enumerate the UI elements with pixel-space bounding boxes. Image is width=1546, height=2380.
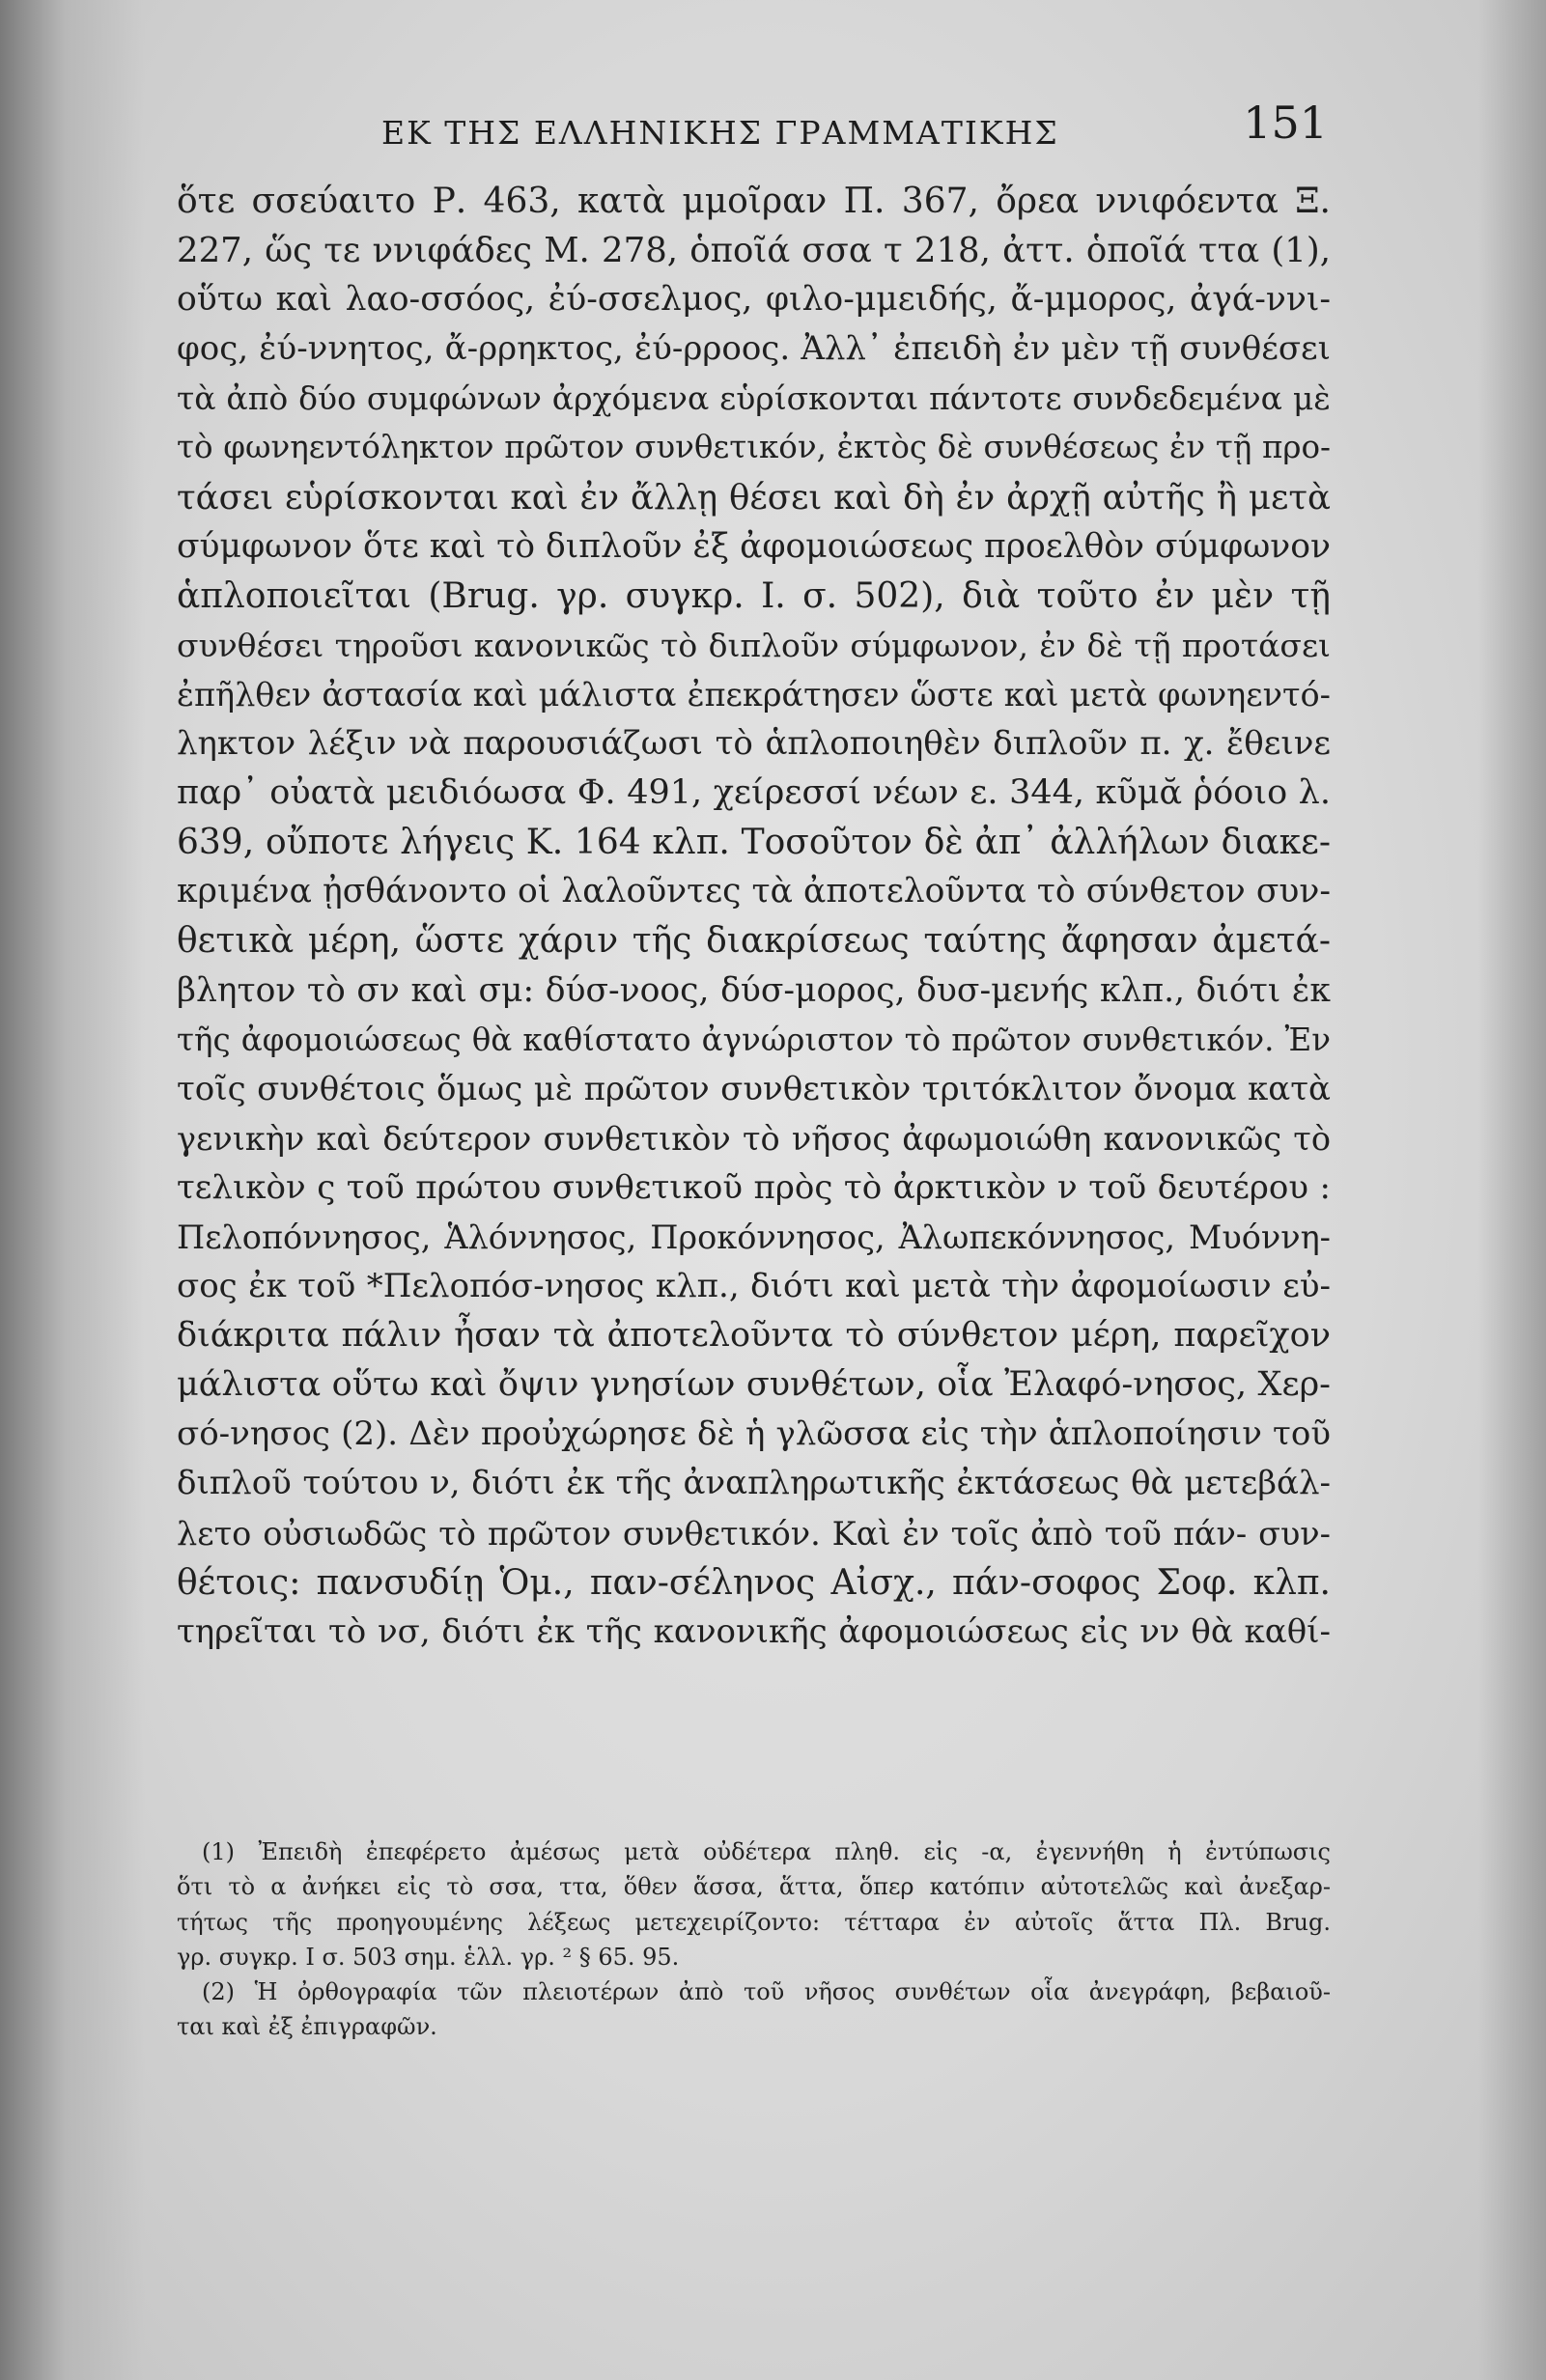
text-line: διπλοῦ τούτου ν, διότι ἐκ τῆς ἀναπληρωτικῆς ἐκτάσεως θὰ μετεβάλ- bbox=[177, 1464, 1331, 1503]
text-line: τάσει εὑρίσκονται καὶ ἐν ἄλλῃ θέσει καὶ δὴ ἐν ἀρχῇ αὐτῆς ἢ μετὰ bbox=[177, 477, 1331, 518]
text-line: μάλιστα οὕτω καὶ ὄψιν γνησίων συνθέτων, οἷα Ἐλαφό-νησος, Χερ- bbox=[177, 1365, 1331, 1405]
text-line: γενικὴν καὶ δεύτερον συνθετικὸν τὸ νῆσος ἀφωμοιώθη κανονικῶς τὸ bbox=[177, 1119, 1331, 1158]
text-line: οὕτω καὶ λαο-σσόος, ἐύ-σσελμος, φιλο-μμειδής, ἄ-μμορος, ἀγά-ννι- bbox=[177, 280, 1331, 320]
text-line: βλητον τὸ σν καὶ σμ: δύσ-νοος, δύσ-μορος, δυσ-μενής κλπ., διότι ἐκ bbox=[177, 970, 1331, 1010]
text-line: παρ᾽ οὐατὰ μειδιόωσα Φ. 491, χείρεσσί νέων ε. 344, κῦμᾰ ῥόοιο λ. bbox=[177, 773, 1331, 813]
text-line: ληκτον λέξιν νὰ παρουσιάζωσι τὸ ἁπλοποιηθὲν διπλοῦν π. χ. ἔθεινε bbox=[177, 724, 1331, 764]
footnote-line: τήτως τῆς προηγουμένης λέξεως μετεχειρίζοντο: τέτταρα ἐν αὐτοῖς ἅττα Πλ. Brug. bbox=[177, 1908, 1331, 1936]
page-number: 151 bbox=[1243, 97, 1328, 149]
text-line: τῆς ἀφομοιώσεως θὰ καθίστατο ἀγνώριστον τὸ πρῶτον συνθετικόν. Ἐν bbox=[177, 1021, 1331, 1058]
footnote-line: ται καὶ ἐξ ἐπιγραφῶν. bbox=[177, 2013, 437, 2041]
footnote-line: ὅτι τὸ α ἀνήκει εἰς τὸ σσα, ττα, ὅθεν ἅσσα, ἅττα, ὅπερ κατόπιν αὐτοτελῶς καὶ ἀνεξαρ- bbox=[177, 1873, 1331, 1901]
text-line: 639, οὔποτε λήγεις Κ. 164 κλπ. Τοσοῦτον δὲ ἀπ᾽ ἀλλήλων διακε- bbox=[177, 823, 1331, 863]
text-line: θέτοις: πανσυδίῃ Ὁμ., παν-σέληνος Αἰσχ., πάν-σοφος Σοφ. κλπ. bbox=[177, 1562, 1331, 1603]
text-line: τελικὸν ς τοῦ πρώτου συνθετικοῦ πρὸς τὸ ἀρκτικὸν ν τοῦ δευτέρου : bbox=[177, 1167, 1331, 1207]
footnote-line: (1) Ἐπειδὴ ἐπεφέρετο ἀμέσως μετὰ οὐδέτερα πληθ. εἰς -α, ἐγεννήθη ἡ ἐντύπωσις bbox=[202, 1838, 1331, 1865]
main-text bbox=[177, 177, 1331, 1657]
footnotes bbox=[177, 1834, 1331, 2045]
text-line: θετικὰ μέρη, ὥστε χάριν τῆς διακρίσεως ταύτης ἄφησαν ἀμετά- bbox=[177, 921, 1331, 962]
footnote-line: γρ. συγκρ. I σ. 503 σημ. ἑλλ. γρ. ² § 65. 95. bbox=[177, 1943, 680, 1971]
text-line: σύμφωνον ὅτε καὶ τὸ διπλοῦν ἐξ ἀφομοιώσεως προελθὸν σύμφωνον bbox=[177, 526, 1331, 566]
text-line: ἁπλοποιεῖται (Brug. γρ. συγκρ. I. σ. 502), διὰ τοῦτο ἐν μὲν τῇ bbox=[177, 575, 1331, 616]
text-line: κριμένα ᾐσθάνοντο οἱ λαλοῦντες τὰ ἀποτελοῦντα τὸ σύνθετον συν- bbox=[177, 872, 1331, 911]
text-line: σος ἐκ τοῦ *Πελοπόσ-νησος κλπ., διότι καὶ μετὰ τὴν ἀφομοίωσιν εὐ- bbox=[177, 1267, 1331, 1306]
footnote-line: (2) Ἡ ὀρθογραφία τῶν πλειοτέρων ἀπὸ τοῦ νῆσος συνθέτων οἷα ἀνεγράφη, βεβαιοῦ- bbox=[202, 1978, 1331, 2006]
text-line: τὸ φωνηεντόληκτον πρῶτον συνθετικόν, ἐκτὸς δὲ συνθέσεως ἐν τῇ προ- bbox=[177, 429, 1331, 466]
text-line: Πελοπόννησος, Ἁλόννησος, Προκόννησος, Ἀλωπεκόννησος, Μυόννη- bbox=[177, 1218, 1331, 1256]
text-line: 227, ὥς τε ννιφάδες Μ. 278, ὁποῖά σσα τ 218, ἀττ. ὁποῖά ττα (1), bbox=[177, 231, 1331, 271]
text-line: τηρεῖται τὸ νσ, διότι ἐκ τῆς κανονικῆς ἀφομοιώσεως εἰς νν θὰ καθί- bbox=[177, 1611, 1331, 1651]
running-title: ΕΚ ΤΗΣ ΕΛΛΗΝΙΚΗΣ ΓΡΑΜΜΑΤΙΚΗΣ bbox=[381, 114, 1059, 152]
text-line: τὰ ἀπὸ δύο συμφώνων ἀρχόμενα εὑρίσκονται πάντοτε συνδεδεμένα μὲ bbox=[177, 379, 1331, 418]
text-line: διάκριτα πάλιν ἦσαν τὰ ἀποτελοῦντα τὸ σύνθετον μέρη, παρεῖχον bbox=[177, 1316, 1331, 1356]
page-header bbox=[381, 97, 1347, 164]
text-line: σό-νησος (2). Δὲν προὐχώρησε δὲ ἡ γλῶσσα εἰς τὴν ἁπλοποίησιν τοῦ bbox=[177, 1414, 1331, 1454]
text-line: ὅτε σσεύαιτο Ρ. 463, κατὰ μμοῖραν Π. 367, ὄρεα ννιφόεντα Ξ. bbox=[177, 182, 1331, 221]
text-line: τοῖς συνθέτοις ὅμως μὲ πρῶτον συνθετικὸν τριτόκλιτον ὄνομα κατὰ bbox=[177, 1069, 1331, 1108]
text-line: λετο οὐσιωδῶς τὸ πρῶτον συνθετικόν. Καὶ ἐν τοῖς ἀπὸ τοῦ πάν- συν- bbox=[177, 1514, 1331, 1553]
text-line: συνθέσει τηροῦσι κανονικῶς τὸ διπλοῦν σύμφωνον, ἐν δὲ τῇ προτάσει bbox=[177, 626, 1331, 664]
text-line: φος, ἐύ-ννητος, ἄ-ρρηκτος, ἐύ-ρροος. Ἀλλ᾽ ἐπειδὴ ἐν μὲν τῇ συνθέσει bbox=[177, 329, 1331, 369]
text-line: ἐπῆλθεν ἀστασία καὶ μάλιστα ἐπεκράτησεν ὥστε καὶ μετὰ φωνηεντό- bbox=[177, 675, 1331, 714]
